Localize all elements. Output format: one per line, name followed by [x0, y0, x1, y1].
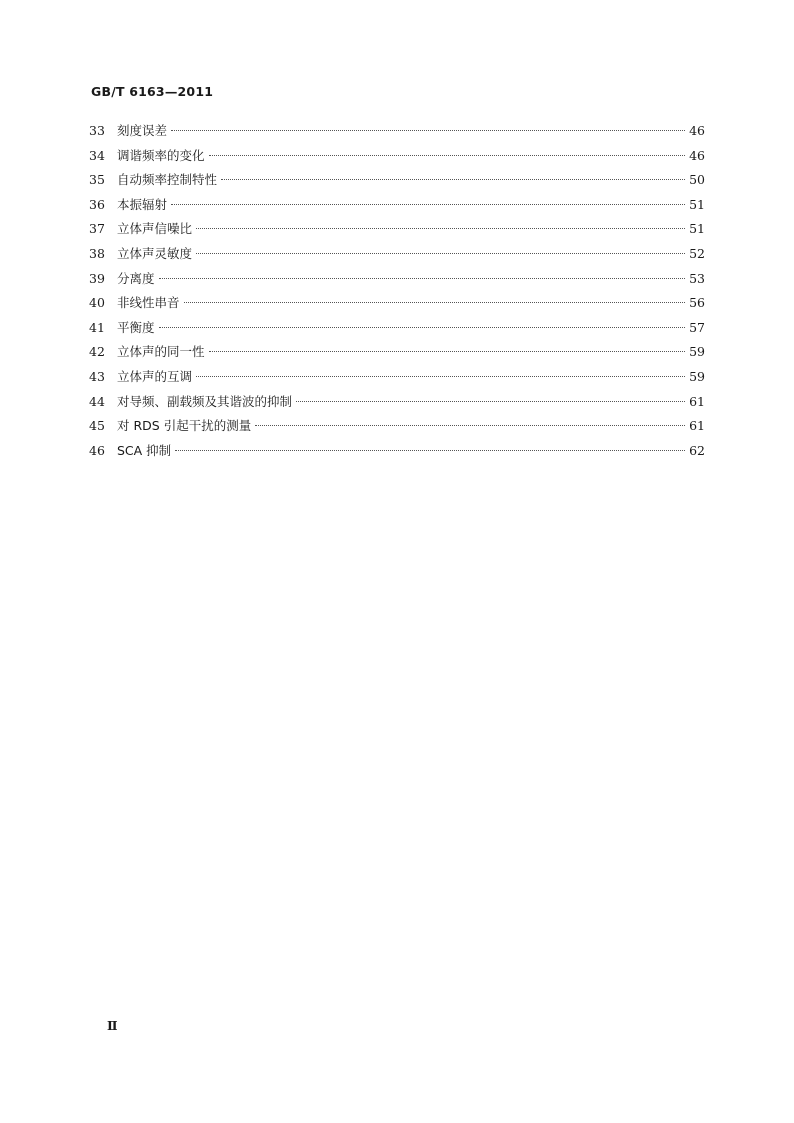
toc-entry-page: 46	[689, 123, 705, 138]
toc-entry-title: 分离度	[117, 270, 155, 286]
toc-entry-page: 62	[689, 442, 705, 458]
toc-entry[interactable]	[89, 119, 705, 144]
toc-entry-page: 57	[689, 319, 705, 335]
toc-entry[interactable]	[89, 217, 705, 242]
dot-leader	[171, 204, 685, 205]
toc-entry-number: 40	[89, 295, 105, 311]
toc-entry[interactable]	[89, 390, 705, 415]
toc-entry-title: 自动频率控制特性	[117, 172, 218, 188]
dot-leader	[159, 327, 686, 328]
toc-entry-number: 38	[89, 245, 105, 261]
dot-leader	[196, 376, 685, 377]
toc-entry-page: 52	[689, 245, 705, 261]
toc-entry-page: 50	[689, 172, 705, 188]
toc-entry-page: 59	[689, 368, 705, 384]
toc-entry-page: 61	[689, 393, 705, 409]
dot-leader	[296, 401, 685, 402]
toc-entry-number: 39	[89, 270, 105, 286]
dot-leader	[209, 351, 686, 352]
toc-entry-number: 41	[89, 319, 105, 335]
toc-entry[interactable]	[89, 414, 705, 439]
toc-entry-title: 平衡度	[117, 319, 155, 335]
toc-entry-number: 45	[89, 418, 105, 434]
standard-code-header: GB/T 6163—2011	[91, 84, 214, 99]
toc-entry-title: 刻度误差	[117, 123, 168, 138]
toc-entry-title: 立体声信噪比	[117, 221, 193, 237]
dot-leader	[255, 425, 685, 426]
toc-entry[interactable]	[89, 291, 705, 316]
toc-entry-title: SCA 抑制	[117, 442, 172, 458]
toc-entry-number: 35	[89, 172, 105, 188]
toc-entry-title: 立体声的同一性	[117, 344, 205, 360]
toc-entry-page: 59	[689, 344, 705, 360]
toc-entry-page: 53	[689, 270, 705, 286]
toc-entry[interactable]	[89, 168, 705, 193]
toc-entry-number: 43	[89, 368, 105, 384]
toc-entry[interactable]	[89, 365, 705, 390]
dot-leader	[209, 155, 686, 156]
dot-leader	[184, 302, 686, 303]
toc-entry[interactable]	[89, 193, 705, 218]
dot-leader	[196, 228, 685, 229]
toc-entry[interactable]	[89, 316, 705, 341]
toc-entry-page: 51	[689, 221, 705, 237]
toc-entry-number: 46	[89, 442, 105, 458]
toc-entry-title: 本振辐射	[117, 196, 168, 212]
toc-entry-title: 对 RDS 引起干扰的测量	[117, 418, 252, 434]
toc-entry-title: 对导频、副载频及其谐波的抑制	[117, 393, 293, 409]
table-of-contents	[89, 119, 705, 463]
toc-entry-number: 33	[89, 123, 105, 138]
toc-entry-number: 42	[89, 344, 105, 360]
toc-entry-title: 调谐频率的变化	[117, 147, 205, 163]
toc-entry-title: 非线性串音	[117, 295, 180, 311]
toc-entry-page: 61	[689, 418, 705, 434]
toc-entry[interactable]	[89, 242, 705, 267]
toc-entry-title: 立体声灵敏度	[117, 245, 193, 261]
toc-entry-number: 44	[89, 393, 105, 409]
dot-leader	[221, 179, 685, 180]
dot-leader	[171, 130, 685, 131]
toc-entry[interactable]	[89, 267, 705, 292]
toc-entry-page: 56	[689, 295, 705, 311]
toc-entry-number: 37	[89, 221, 105, 237]
toc-entry-title: 立体声的互调	[117, 368, 193, 384]
toc-entry-page: 46	[689, 147, 705, 163]
toc-entry-page: 51	[689, 196, 705, 212]
toc-entry-number: 34	[89, 147, 105, 163]
dot-leader	[196, 253, 685, 254]
page-number: Ⅱ	[107, 1018, 118, 1033]
toc-entry-number: 36	[89, 196, 105, 212]
dot-leader	[159, 278, 686, 279]
dot-leader	[175, 450, 685, 451]
toc-entry[interactable]	[89, 144, 705, 169]
toc-entry[interactable]	[89, 439, 705, 464]
toc-entry[interactable]	[89, 340, 705, 365]
